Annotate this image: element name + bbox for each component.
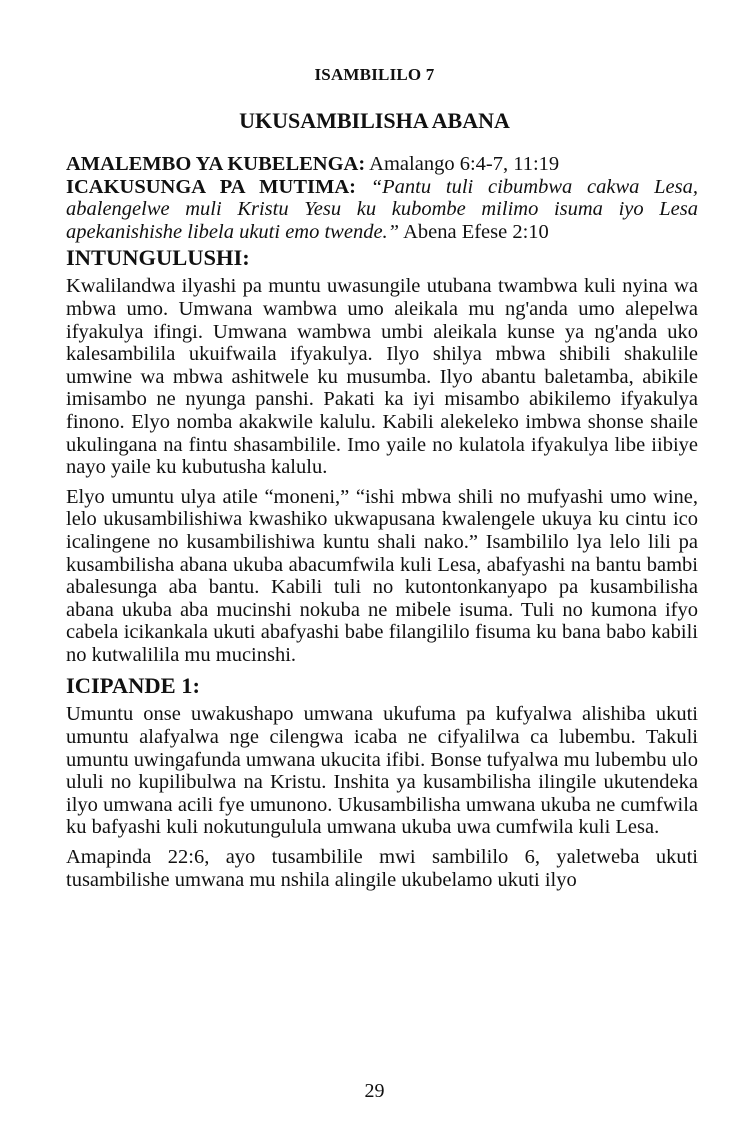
paragraph: Umuntu onse uwakushapo umwana ukufuma pa kufyalwa alishiba ukuti umuntu alafyalwa nge cilengwa icaba ne cifyalilwa ca lubembu. Takuli umuntu uwingafunda umwana ukucita ifibi. Bonse tufyalwa mu lubembu ulo ululi no kupilibulwa na Kristu. Inshita ya kusambilisha ilingile ukutendeka ilyo umwana acili fye umunono. Ukusambilisha umwana ukuba ne cumfwila ku bafyashi kuli nokutungulula umwana ukuba uwa cumfwila kuli Lesa. (66, 703, 698, 839)
memory-verse-quote: “Pantu tuli cibumbwa cakwa Lesa, abalengelwe muli Kristu Yesu ku kubombe milimo isuma iyo Lesa apekanishishe libela ukuti emo twende.” (66, 175, 698, 243)
paragraph: Amapinda 22:6, ayo tusambilile mwi sambililo 6, yaletweba ukuti tusambilishe umwana mu nshila alingile ukubelamo ukuti ilyo (66, 846, 698, 891)
chapter-label: ISAMBILILO 7 (314, 65, 435, 84)
page-number: 29 (364, 1080, 385, 1102)
memory-verse-reference: Abena Efese 2:10 (399, 220, 549, 243)
paragraph: Kwalilandwa ilyashi pa muntu uwasungile utubana twambwa kuli nyina wa mbwa umo. Umwana wambwa umo aleikala mu ng'anda umo alepelwa ifyakulya ifingi. Umwana wambwa umbi aleikala kunse ya ng'anda uko kalesambilila ukuifwaila ifyakulya. Ilyo shilya mbwa shibili shakulile umwine wa mbwa ashitwele ku musumba. Ilyo abantu baletamba, abikile imisambo ne nyunga panshi. Pakati ka iyi misambo abikilemo ifyakulya finono. Elyo nomba akakwile kalulu. Kabili alekeleko imbwa shonse shaile ukulingana na fintu shasambilile. Imo yaile no kulatola ifyakulya libe iibiye nayo yaile ku kubutusha kalulu. (66, 275, 698, 479)
memory-verse-label: ICAKUSUNGA PA MUTIMA: (66, 175, 356, 198)
reading-text: Amalango 6:4-7, 11:19 (365, 153, 560, 175)
lesson-body (66, 153, 698, 898)
lesson-title: UKUSAMBILISHA ABANA (239, 108, 510, 133)
reading-line (66, 153, 698, 176)
section-heading-part-1: ICIPANDE 1: (66, 673, 200, 699)
paragraph: Elyo umuntu ulya atile “moneni,” “ishi mbwa shili no mufyashi umo wine, lelo ukusambilishiwa kwashiko ukwapusana kwalengele ukuya ku cintu ico icalingene no kusambilishiwa kuntu shali nako.” Isambililo lya lelo lili pa kusambilisha abana ukuba abacumfwila kuli Lesa, abafyashi na bantu bambi abalesunga aba bantu. Kabili tuli no kutontonkanyapo pa kusambilisha abana ukuba aba mucinshi nokuba ne mibele isuma. Tuli no kumona ifyo cabela icikankala ukuti abafyashi babe filangililo fisuma ku bana babo kabili no kutwalilila mu mucinshi. (66, 485, 698, 666)
memory-verse (66, 176, 698, 244)
section-heading-intro: INTUNGULUSHI: (66, 245, 250, 271)
reading-label: AMALEMBO YA KUBELENGA: (66, 153, 366, 175)
